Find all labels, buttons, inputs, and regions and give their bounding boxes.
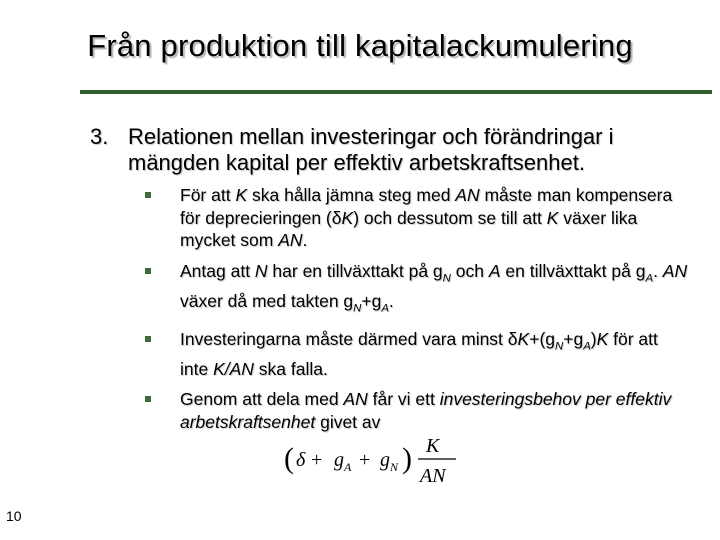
- bullet-item: För att K ska hålla jämna steg med AN måste man kompensera för deprecieringen (δK) och dessutom se till att K växer lika mycket som AN.: [145, 184, 690, 252]
- formula-g-a-sub: A: [344, 460, 352, 474]
- formula-plus-2: +: [354, 449, 376, 471]
- formula-plus-1: +: [306, 449, 328, 471]
- formula-close-paren: ): [402, 442, 412, 475]
- heading-text: Relationen mellan investeringar och förändringar i mängden kapital per effektiv arbetskraftsenhet.: [128, 124, 614, 175]
- bullet-item: Antag att N har en tillväxttakt på $g_N$ och A en tillväxttakt på $g_A$. AN växer då med takten $g_N+g_A$.: [145, 260, 690, 320]
- formula-open-paren: (: [284, 442, 294, 475]
- bullet-marker: [145, 336, 151, 342]
- bullet-marker: [145, 192, 151, 198]
- page-number: 10: [6, 508, 22, 524]
- formula-numerator: K: [426, 435, 440, 457]
- bullet-item: Genom att dela med AN får vi ett investeringsbehov per effektiv arbetskraftsenhet givet av: [145, 388, 690, 433]
- formula-g-a: g: [334, 449, 344, 471]
- formula-g-n-sub: N: [390, 460, 399, 474]
- bullet-item: Investeringarna måste därmed vara minst $\delta K+(g_N+g_A)K$ för att inte K/AN ska falla.: [145, 328, 690, 381]
- bullet-marker: [145, 396, 151, 402]
- slide-title: Från produktion till kapitalackumulering: [87, 28, 633, 63]
- bullet-list: [145, 184, 690, 441]
- investment-requirement-formula: [282, 430, 462, 490]
- heading-number: 3.: [90, 124, 109, 149]
- section-heading: [90, 124, 690, 176]
- formula-delta: δ: [296, 449, 306, 471]
- title-divider: [80, 90, 712, 94]
- bullet-marker: [145, 268, 151, 274]
- formula-denominator: AN: [420, 465, 446, 487]
- formula-g-n: g: [380, 449, 390, 471]
